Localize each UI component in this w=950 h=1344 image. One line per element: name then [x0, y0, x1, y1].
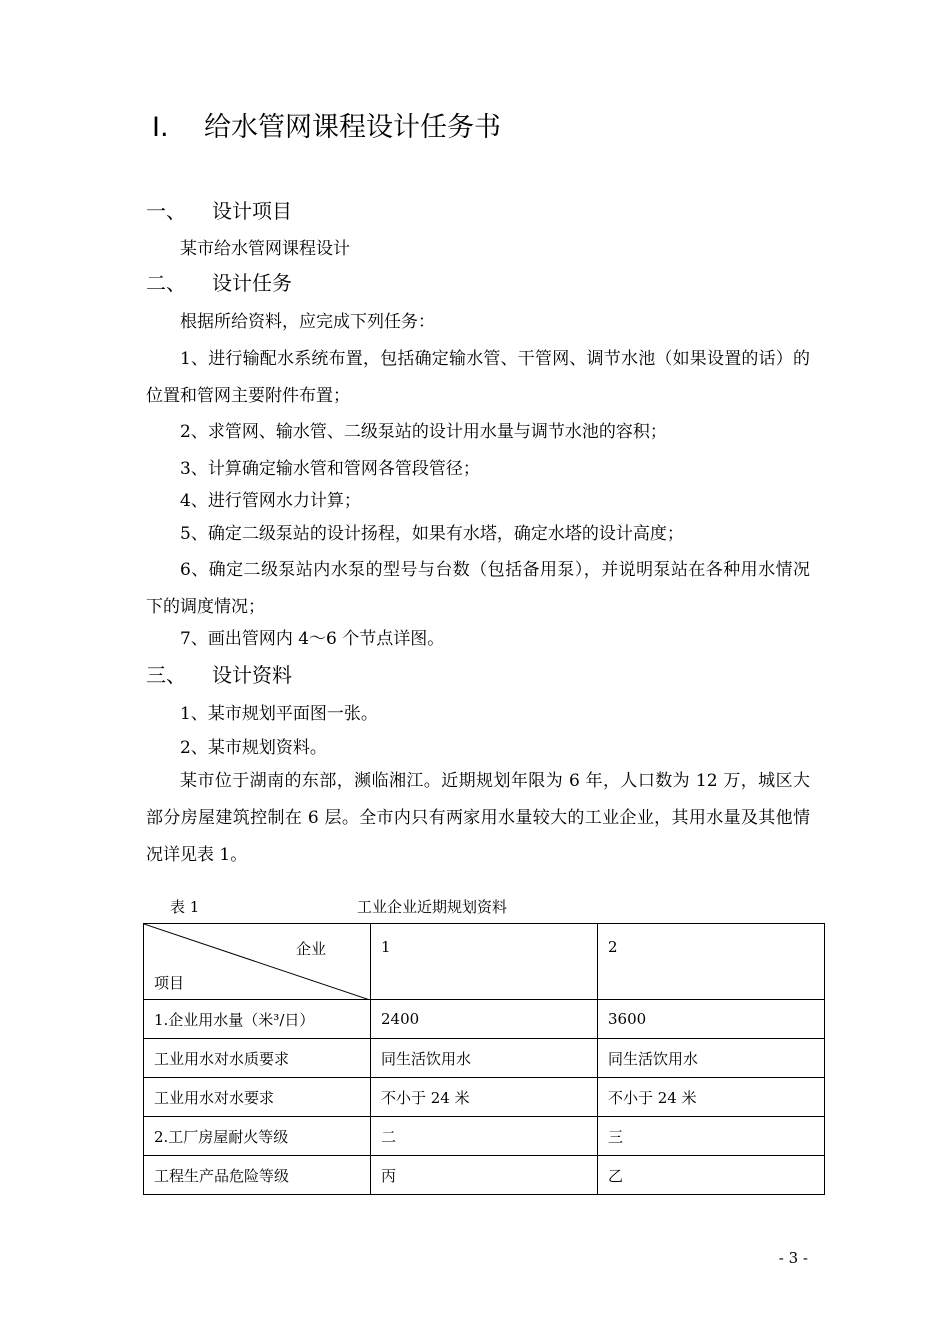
material-item: 2、某市规划资料。: [180, 738, 327, 758]
cell-value: 不小于 24 米: [598, 1078, 825, 1117]
table-label: 表 1: [170, 898, 200, 916]
corner-label-top: 企业: [295, 940, 326, 958]
cell-value: 2400: [371, 1000, 598, 1039]
table-caption: 工业企业近期规划资料: [357, 898, 508, 916]
table-header-row: [144, 924, 825, 1000]
table-row: [144, 1117, 825, 1156]
row-label: 工程生产品危险等级: [144, 1156, 371, 1195]
task-item: 4、进行管网水力计算；: [180, 491, 361, 511]
table-row: [144, 1000, 825, 1039]
title-number: Ⅰ.: [152, 112, 169, 143]
task-item: 3、计算确定输水管和管网各管段管径；: [180, 459, 480, 479]
section-heading: 二、 设计任务: [146, 271, 292, 295]
row-label: 2.工厂房屋耐火等级: [144, 1117, 371, 1156]
tasks-intro: 根据所给资料，应完成下列任务：: [180, 312, 435, 332]
column-header: 1: [371, 924, 598, 1000]
column-header: 2: [598, 924, 825, 1000]
table-row: [144, 1039, 825, 1078]
table-row: [144, 1156, 825, 1195]
cell-value: 3600: [598, 1000, 825, 1039]
description-paragraph: 某市位于湖南的东部，濒临湘江。近期规划年限为 6 年，人口数为 12 万，城区大部分房屋建筑控制在 6 层。全市内只有两家用水量较大的工业企业，其用水量及其他情况详见表 1。: [146, 771, 810, 865]
page-number: - 3 -: [778, 1249, 808, 1267]
cell-value: 三: [598, 1117, 825, 1156]
task-item: 1、进行输配水系统布置，包括确定输水管、干管网、调节水池（如果设置的话）的位置和管网主要附件布置；: [146, 349, 810, 406]
section-heading: 三、 设计资料: [146, 663, 292, 687]
cell-value: 乙: [598, 1156, 825, 1195]
cell-value: 同生活饮用水: [371, 1039, 598, 1078]
task-item: 6、确定二级泵站内水泵的型号与台数（包括备用泵），并说明泵站在各种用水情况下的调度情况；: [146, 560, 810, 617]
title-text: 给水管网课程设计任务书: [204, 112, 501, 143]
cell-value: 不小于 24 米: [371, 1078, 598, 1117]
task-item: 2、求管网、输水管、二级泵站的设计用水量与调节水池的容积；: [180, 422, 667, 442]
row-label: 工业用水对水要求: [144, 1078, 371, 1117]
section-heading: 一、 设计项目: [146, 199, 292, 223]
document-title: [152, 108, 501, 148]
row-label: 1.企业用水量（米³/日）: [144, 1000, 371, 1039]
cell-value: 二: [371, 1117, 598, 1156]
task-item: 7、画出管网内 4～6 个节点详图。: [180, 629, 445, 649]
corner-label-bottom: 项目: [154, 974, 185, 992]
data-table: [143, 923, 825, 1195]
task-item: 5、确定二级泵站的设计扬程，如果有水塔，确定水塔的设计高度；: [180, 524, 684, 544]
row-label: 工业用水对水质要求: [144, 1039, 371, 1078]
cell-value: 同生活饮用水: [598, 1039, 825, 1078]
table-corner-cell: [144, 924, 371, 1000]
project-name: 某市给水管网课程设计: [180, 239, 350, 259]
cell-value: 丙: [371, 1156, 598, 1195]
material-item: 1、某市规划平面图一张。: [180, 704, 378, 724]
table-row: [144, 1078, 825, 1117]
